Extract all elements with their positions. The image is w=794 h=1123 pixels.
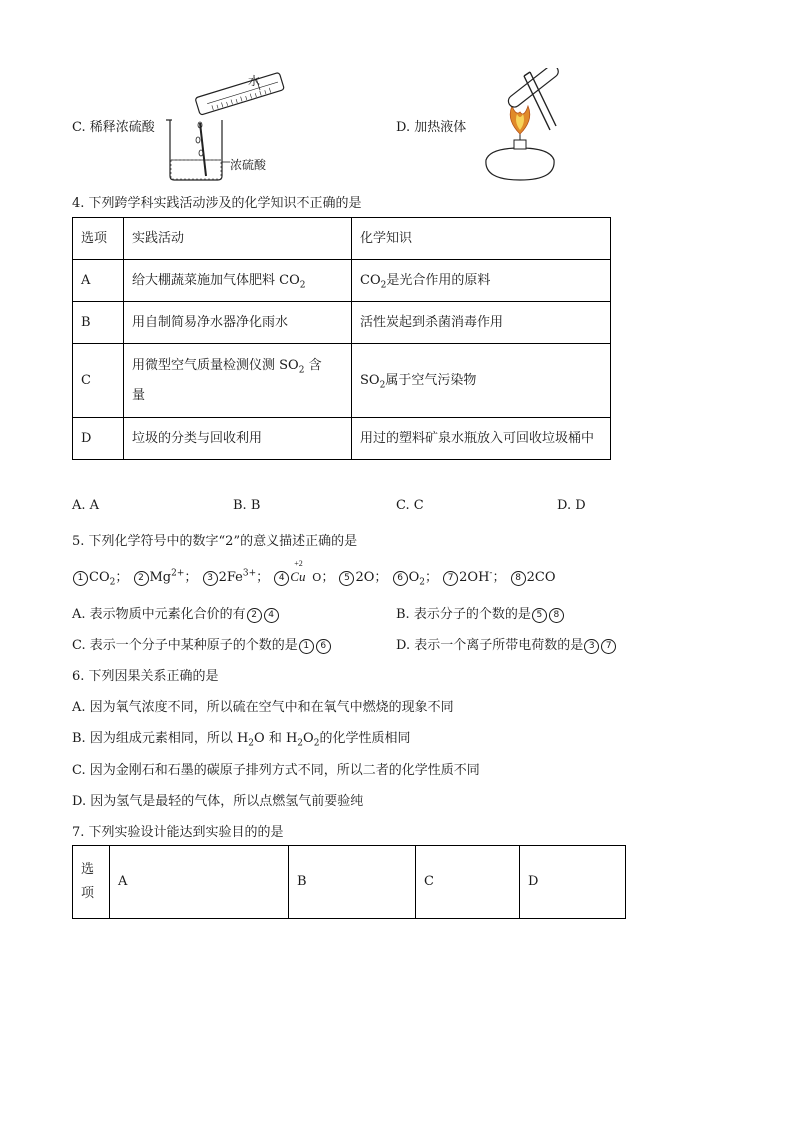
- q4-choice-b: B. B: [233, 498, 261, 513]
- table-header-row: [73, 846, 626, 919]
- q4-table: [72, 217, 611, 460]
- mark-3: 3: [203, 571, 218, 586]
- copper-valence: +2 Cu: [290, 559, 306, 584]
- col-header-d: D: [520, 846, 626, 919]
- q6-option-b: B. 因为组成元素相同，所以 $H_2O$ 和 $H_2O_2$的化学性质相同: [72, 731, 411, 749]
- row-activity: 垃圾的分类与回收利用: [124, 418, 352, 460]
- q5-option-b: B. 表示分子的个数的是 5 8: [396, 603, 565, 623]
- mark-7: 7: [443, 571, 458, 586]
- col-header-option: 选项: [73, 218, 124, 260]
- q5-symbol-list: 1 $CO_2$； 2 $Mg^{2+}$； 3 $2Fe^{3+}$； 4 +2 Cu O； 5 2O； 6 $O_2$； 7 2OH-； 8 2CO: [72, 566, 556, 586]
- row-knowledge: 活性炭起到杀菌消毒作用: [352, 302, 611, 344]
- row-option: D: [73, 418, 124, 460]
- row-knowledge: $CO_2$是光合作用的原料: [352, 260, 611, 302]
- table-row: [73, 260, 611, 302]
- heating-liquid-illustration: [476, 68, 566, 183]
- q3-option-c: C. 稀释浓硫酸: [72, 120, 155, 135]
- mark-6: 6: [393, 571, 408, 586]
- q6-option-a: A. 因为氧气浓度不同，所以硫在空气中和在氧气中燃烧的现象不同: [72, 700, 454, 715]
- q4-choice-d: D. D: [557, 498, 586, 513]
- row-knowledge: 用过的塑料矿泉水瓶放入可回收垃圾桶中: [352, 418, 611, 460]
- mark-2: 2: [134, 571, 149, 586]
- row-activity: 给大棚蔬菜施加气体肥料 $CO_2$: [124, 260, 352, 302]
- row-option: C: [73, 344, 124, 418]
- col-header-knowledge: 化学知识: [352, 218, 611, 260]
- concentrated-acid-label: 浓硫酸: [230, 158, 267, 172]
- q3-option-d: D. 加热液体: [396, 120, 467, 135]
- mark-4: 4: [274, 571, 289, 586]
- table-header-row: [73, 218, 611, 260]
- mark-1: 1: [73, 571, 88, 586]
- col-header-activity: 实践活动: [124, 218, 352, 260]
- q5-option-d: D. 表示一个离子所带电荷数的是 3 7: [396, 634, 617, 654]
- col-header-c: C: [416, 846, 520, 919]
- col-header-option: 选 项: [73, 846, 110, 919]
- q4-stem: 4. 下列跨学科实践活动涉及的化学知识不正确的是: [72, 196, 362, 211]
- row-option: B: [73, 302, 124, 344]
- table-row: [73, 344, 611, 418]
- row-knowledge: $SO_2$属于空气污染物: [352, 344, 611, 418]
- col-header-a: A: [110, 846, 289, 919]
- q5-option-c: C. 表示一个分子中某种原子的个数的是 1 6: [72, 634, 332, 654]
- q7-table: [72, 845, 626, 919]
- row-option: A: [73, 260, 124, 302]
- mark-8: 8: [511, 571, 526, 586]
- q6-option-c: C. 因为金刚石和石墨的碳原子排列方式不同，所以二者的化学性质不同: [72, 763, 480, 778]
- q6-option-d: D. 因为氢气是最轻的气体，所以点燃氢气前要验纯: [72, 794, 364, 809]
- q5-stem: 5. 下列化学符号中的数字“2”的意义描述正确的是: [72, 534, 358, 549]
- mark-5: 5: [339, 571, 354, 586]
- q4-choice-c: C. C: [396, 498, 424, 513]
- q4-choice-a: A. A: [72, 498, 100, 513]
- water-label: 水: [248, 74, 261, 88]
- table-row: [73, 418, 611, 460]
- q7-stem: 7. 下列实验设计能达到实验目的的是: [72, 825, 284, 840]
- q5-option-a: A. 表示物质中元素化合价的有 2 4: [72, 603, 280, 623]
- row-activity: 用自制简易净水器净化雨水: [124, 302, 352, 344]
- row-activity: 用微型空气质量检测仪测 $SO_2$ 含 量: [124, 344, 352, 418]
- table-row: [73, 302, 611, 344]
- col-header-b: B: [289, 846, 416, 919]
- q6-stem: 6. 下列因果关系正确的是: [72, 669, 219, 684]
